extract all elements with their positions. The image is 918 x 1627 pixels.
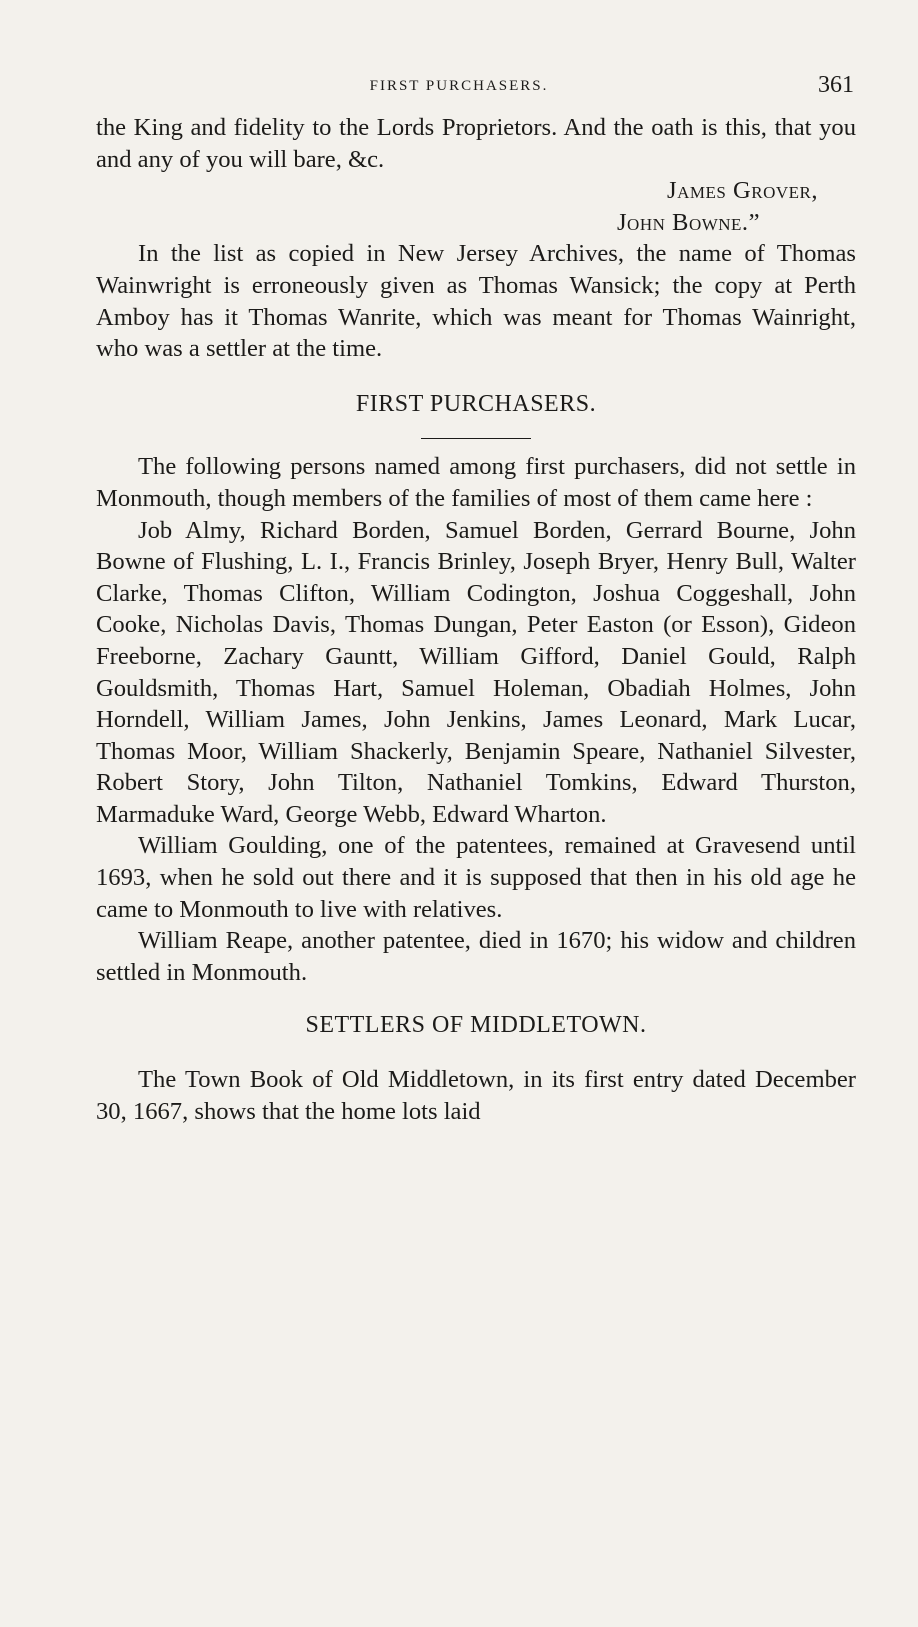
reape-paragraph: William Reape, another patentee, died in 1670; his widow and children settled in Monmouth. [96, 927, 856, 986]
running-title: FIRST PURCHASERS. [369, 78, 549, 94]
first-purchasers-names: Job Almy, Richard Borden, Samuel Borden, Gerrard Bourne, John Bowne of Flushing, L. I., Francis Brinley, Joseph Bryer, Henry Bull, Walter Clarke, Thomas Clifton, William Codington, Joshua Coggeshall, John Cooke, Nicholas Davis, Thomas Dungan, Peter Easton (or Esson), Gideon Freeborne, Zachary Gauntt, William Gifford, Daniel Gould, Ralph Gouldsmith, Thomas Hart, Samuel Holeman, Obadiah Holmes, John Horndell, William James, John Jenkins, James Leonard, Mark Lucar, Thomas Moor, William Shackerly, Benjamin Speare, Nathaniel Silvester, Robert Story, John Tilton, Nathaniel Tomkins, Edward Thurston, Marmaduke Ward, George Webb, Edward Wharton. [96, 516, 856, 828]
signature-james-grover: James Grover, [667, 177, 818, 205]
signature-john-bowne: John Bowne.” [616, 208, 760, 236]
goulding-paragraph: William Goulding, one of the patentees, remained at Gravesend until 1693, when he sold out there and it is supposed that then in his old age he came to Monmouth to live with relatives. [96, 832, 856, 923]
running-head [0, 72, 918, 102]
body-text [96, 112, 856, 1127]
section-heading-settlers: SETTLERS OF MIDDLETOWN. [305, 1012, 647, 1039]
page-number: 361 [818, 72, 854, 98]
heading-rule [421, 438, 531, 439]
first-purchasers-intro: The following persons named among first purchasers, did not settle in Monmouth, though members of the families of most of them came here : [96, 453, 856, 512]
section-heading-first-purchasers: FIRST PURCHASERS. [355, 390, 597, 417]
archives-paragraph: In the list as copied in New Jersey Archives, the name of Thomas Wainwright is erroneously given as Thomas Wansick; the copy at Perth Amboy has it Thomas Wanrite, which was meant for Thomas Wainright, who was a settler at the time. [96, 240, 856, 363]
settlers-paragraph: The Town Book of Old Middletown, in its first entry dated December 30, 1667, shows that the home lots laid [96, 1066, 856, 1125]
opening-paragraph: the King and fidelity to the Lords Proprietors. And the oath is this, that you and any of you will bare, &c. [96, 114, 856, 173]
